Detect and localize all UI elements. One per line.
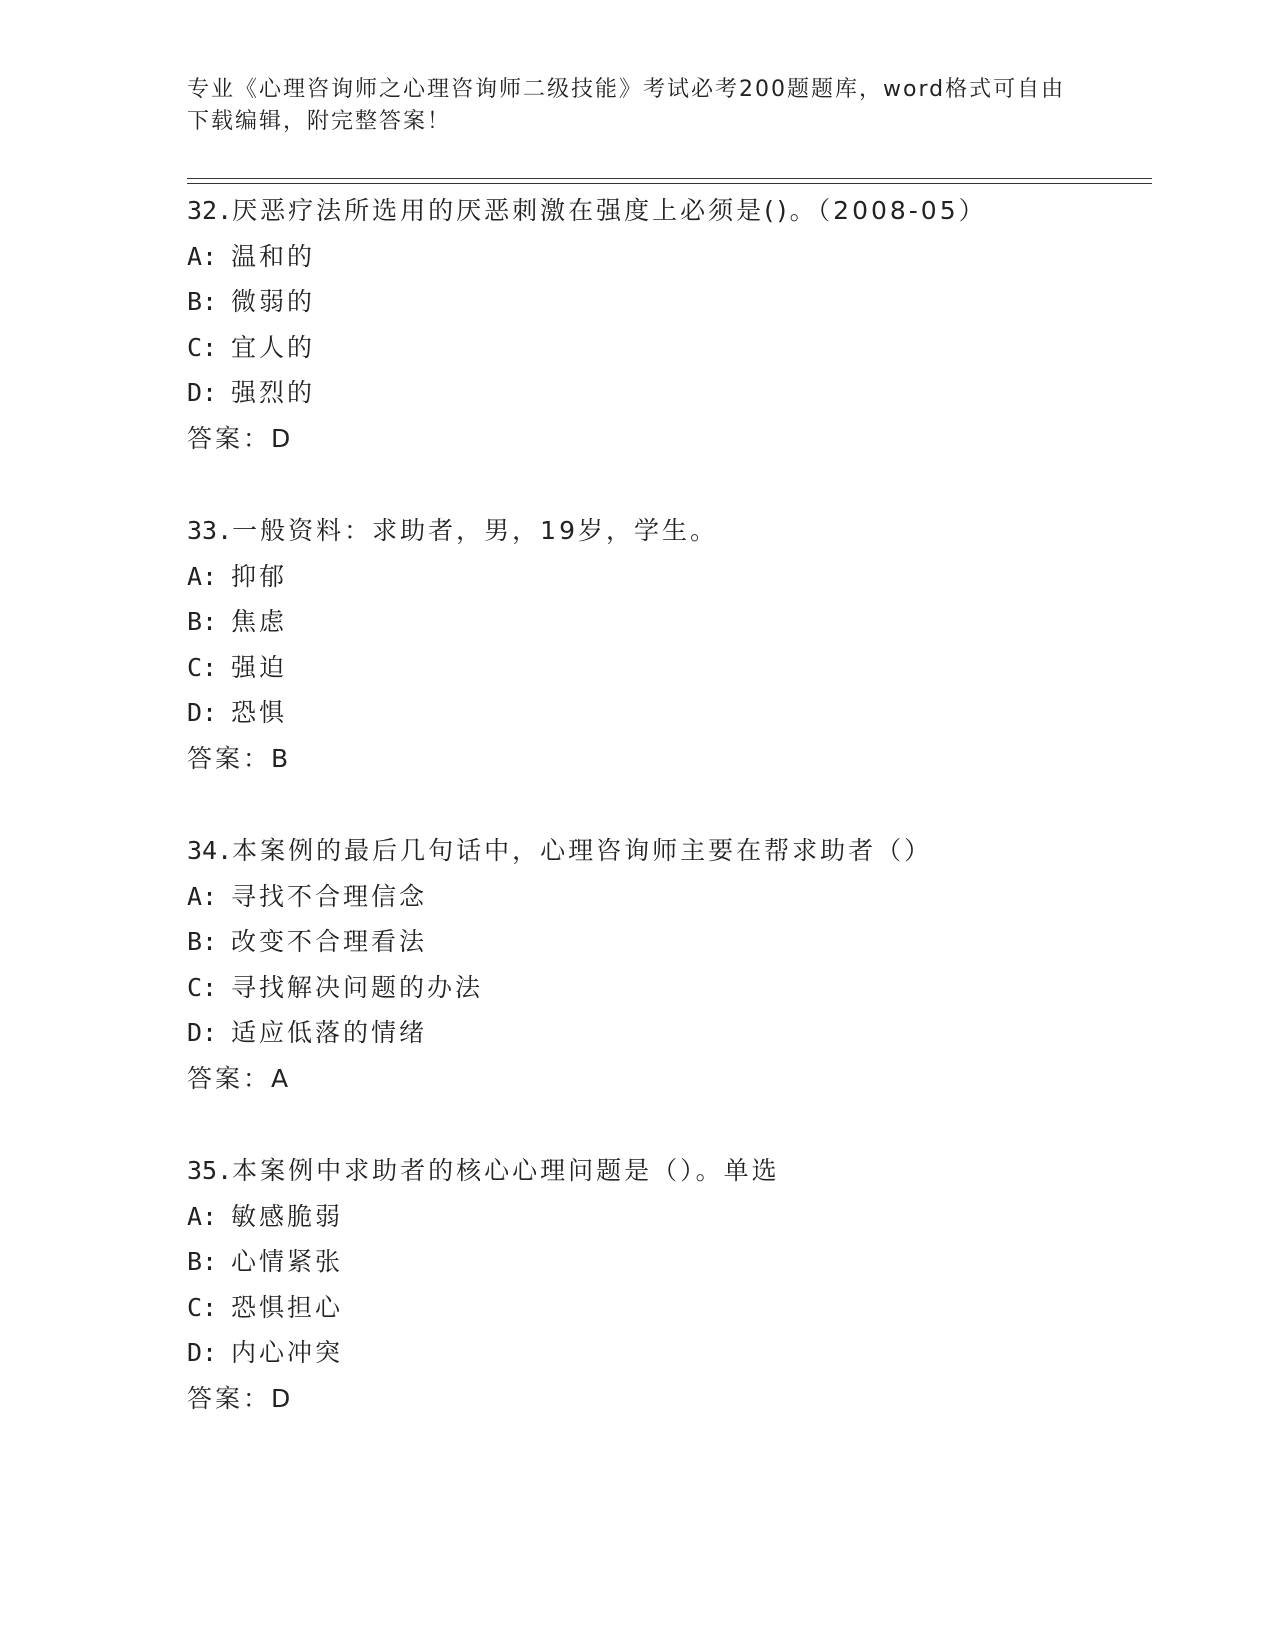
- question-number: 33.: [187, 516, 233, 545]
- option-letter: D:: [187, 1018, 218, 1048]
- question-block: [187, 188, 987, 462]
- option-text: 强迫: [231, 652, 288, 682]
- option-text: 心情紧张: [231, 1247, 344, 1277]
- question-block: [187, 1148, 780, 1422]
- option-letter: D:: [187, 698, 218, 728]
- option-letter: B:: [187, 927, 218, 957]
- option-text: 适应低落的情绪: [231, 1018, 428, 1048]
- option-b: [187, 599, 718, 645]
- question-title: [187, 1148, 780, 1194]
- question-number: 34.: [187, 836, 233, 865]
- option-letter: A:: [187, 881, 218, 911]
- option-letter: D:: [187, 1338, 218, 1368]
- question-title: [187, 828, 932, 874]
- option-text: 温和的: [231, 241, 316, 271]
- document-header: 专业《心理咨询师之心理咨询师二级技能》考试必考200题题库，word格式可自由下载编辑，附完整答案！: [187, 77, 1066, 134]
- option-d: [187, 1010, 932, 1056]
- option-c: [187, 1285, 780, 1331]
- question-stem: 本案例的最后几句话中，心理咨询师主要在帮求助者（）: [232, 836, 933, 865]
- option-text: 敏感脆弱: [231, 1201, 344, 1231]
- option-text: 恐惧: [231, 698, 288, 728]
- option-letter: B:: [187, 607, 218, 637]
- question-stem: 一般资料：求助者，男，19岁，学生。: [232, 516, 718, 545]
- question-stem: 本案例中求助者的核心心理问题是（）。单选: [232, 1156, 780, 1185]
- option-a: [187, 1194, 780, 1240]
- option-text: 内心冲突: [231, 1338, 344, 1368]
- answer-line: 答案：D: [187, 1383, 294, 1413]
- option-text: 强烈的: [231, 378, 316, 408]
- option-c: [187, 965, 932, 1011]
- option-b: [187, 279, 987, 325]
- option-letter: D:: [187, 378, 218, 408]
- option-text: 寻找不合理信念: [231, 881, 428, 911]
- question-title: [187, 508, 718, 554]
- option-letter: A:: [187, 561, 218, 591]
- option-a: [187, 874, 932, 920]
- answer-line: 答案：B: [187, 743, 292, 773]
- option-letter: A:: [187, 1201, 218, 1231]
- option-b: [187, 919, 932, 965]
- question-title: [187, 188, 987, 234]
- double-rule-divider: [187, 178, 1152, 184]
- option-letter: A:: [187, 241, 218, 271]
- question-stem: 厌恶疗法所选用的厌恶刺激在强度上必须是()。（2008-05）: [232, 196, 987, 225]
- question-number: 32.: [187, 196, 233, 225]
- option-text: 宜人的: [231, 332, 316, 362]
- option-letter: B:: [187, 287, 218, 317]
- question-block: [187, 828, 932, 1102]
- option-letter: C:: [187, 1292, 218, 1322]
- option-d: [187, 1330, 780, 1376]
- option-letter: B:: [187, 1247, 218, 1277]
- option-d: [187, 370, 987, 416]
- option-c: [187, 645, 718, 691]
- question-block: [187, 508, 718, 782]
- option-d: [187, 690, 718, 736]
- option-c: [187, 325, 987, 371]
- option-text: 恐惧担心: [231, 1292, 344, 1322]
- option-text: 寻找解决问题的办法: [231, 972, 484, 1002]
- option-a: [187, 554, 718, 600]
- option-letter: C:: [187, 652, 218, 682]
- answer-line: 答案：A: [187, 1063, 292, 1093]
- option-b: [187, 1239, 780, 1285]
- option-letter: C:: [187, 972, 218, 1002]
- answer-line: 答案：D: [187, 423, 294, 453]
- option-text: 微弱的: [231, 287, 316, 317]
- question-number: 35.: [187, 1156, 233, 1185]
- option-text: 焦虑: [231, 607, 288, 637]
- option-a: [187, 234, 987, 280]
- option-text: 抑郁: [231, 561, 288, 591]
- option-letter: C:: [187, 332, 218, 362]
- option-text: 改变不合理看法: [231, 927, 428, 957]
